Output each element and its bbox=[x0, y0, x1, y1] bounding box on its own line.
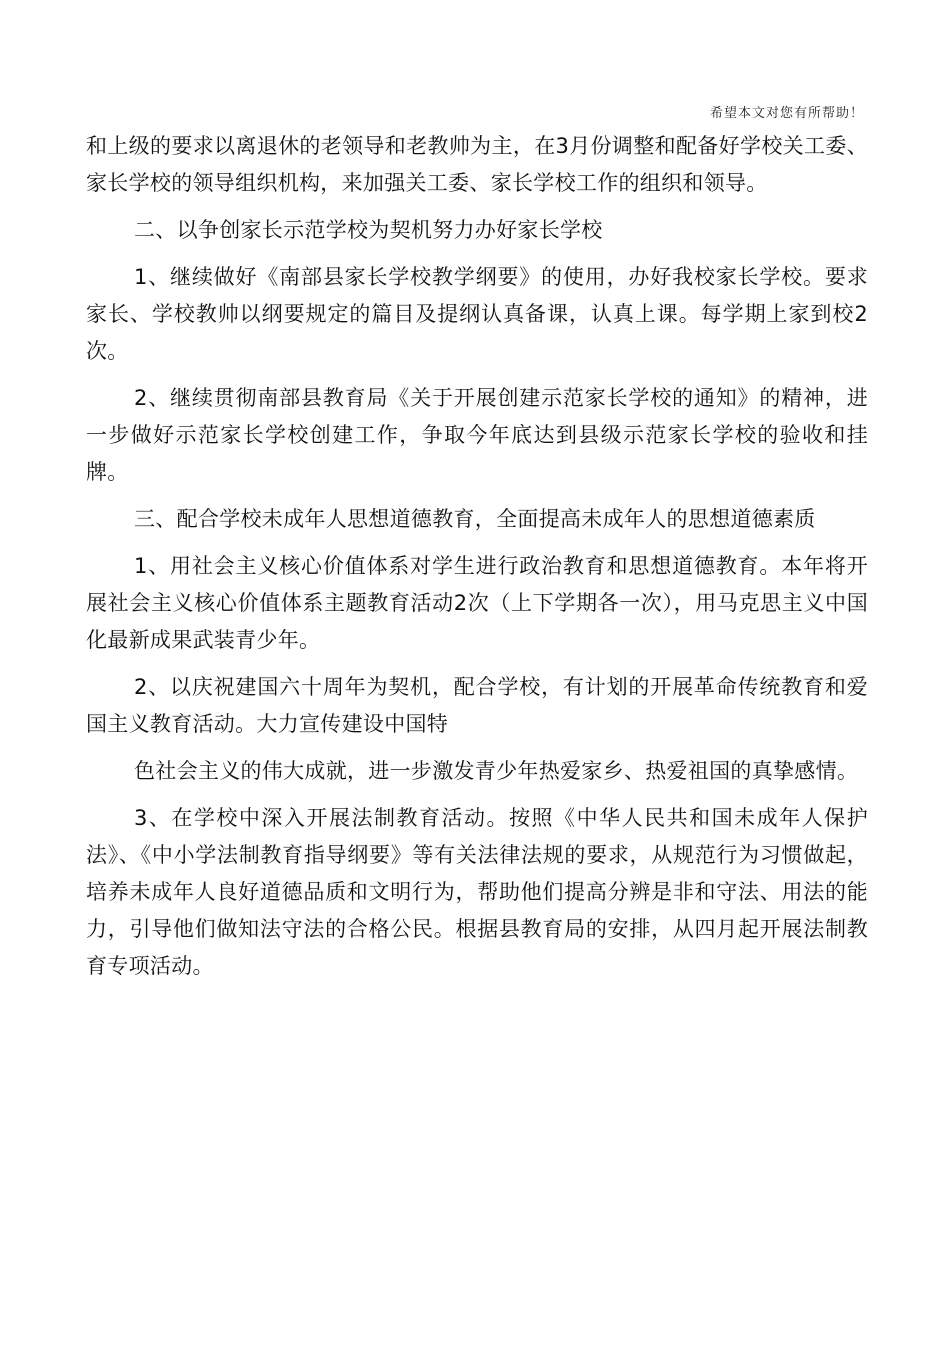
document-body bbox=[86, 128, 868, 995]
paragraph-3-2-continued: 色社会主义的伟大成就，进一步激发青少年热爱家乡、热爱祖国的真挚感情。 bbox=[134, 759, 859, 783]
section-heading-3: 三、配合学校未成年人思想道德教育，全面提高未成年人的思想道德素质 bbox=[134, 507, 816, 531]
paragraph-2-1: 1、继续做好《南部县家长学校教学纲要》的使用，办好我校家长学校。要求家长、学校教帅以纲要规定的篇目及提纲认真备课，认真上课。每学期上家到校2次。 bbox=[86, 265, 868, 363]
paragraph-3-1: 1、用社会主义核心价值体系对学生进行政治教育和思想道德教育。本年将开展社会主义核心价值体系主题教育活动2次（上下学期各一次），用马克思主义中国化最新成果武装青少年。 bbox=[86, 554, 868, 652]
header-note: 希望本文对您有所帮助！ bbox=[709, 106, 864, 121]
paragraph-1: 和上级的要求以离退休的老领导和老教帅为主，在3月份调整和配备好学校关工委、家长学校的领导组织机构，来加强关工委、家长学校工作的组织和领导。 bbox=[86, 134, 868, 195]
paragraph-3-3: 3、在学校中深入开展法制教育活动。按照《中华人民共和国未成年人保护法》、《中小学法制教育指导纲要》等有关法律法规的要求，从规范行为习惯做起，培养未成年人良好道德品质和文明行为，帮助他们提高分辨是非和守法、用法的能力，引导他们做知法守法的合格公民。根据县教育局的安排，从四月起开展法制教育专项活动。 bbox=[86, 806, 868, 978]
section-heading-2: 二、以争创家长示范学校为契机努力办好家长学校 bbox=[134, 218, 603, 242]
paragraph-3-2: 2、以庆祝建国六十周年为契机，配合学校，有计划的开展革命传统教育和爱国主义教育活动。大力宣传建设中国特 bbox=[86, 675, 868, 736]
paragraph-2-2: 2、继续贯彻南部县教育局《关于开展创建示范家长学校的通知》的精神，进一步做好示范家长学校创建工作，争取今年底达到县级示范家长学校的验收和挂牌。 bbox=[86, 386, 868, 484]
